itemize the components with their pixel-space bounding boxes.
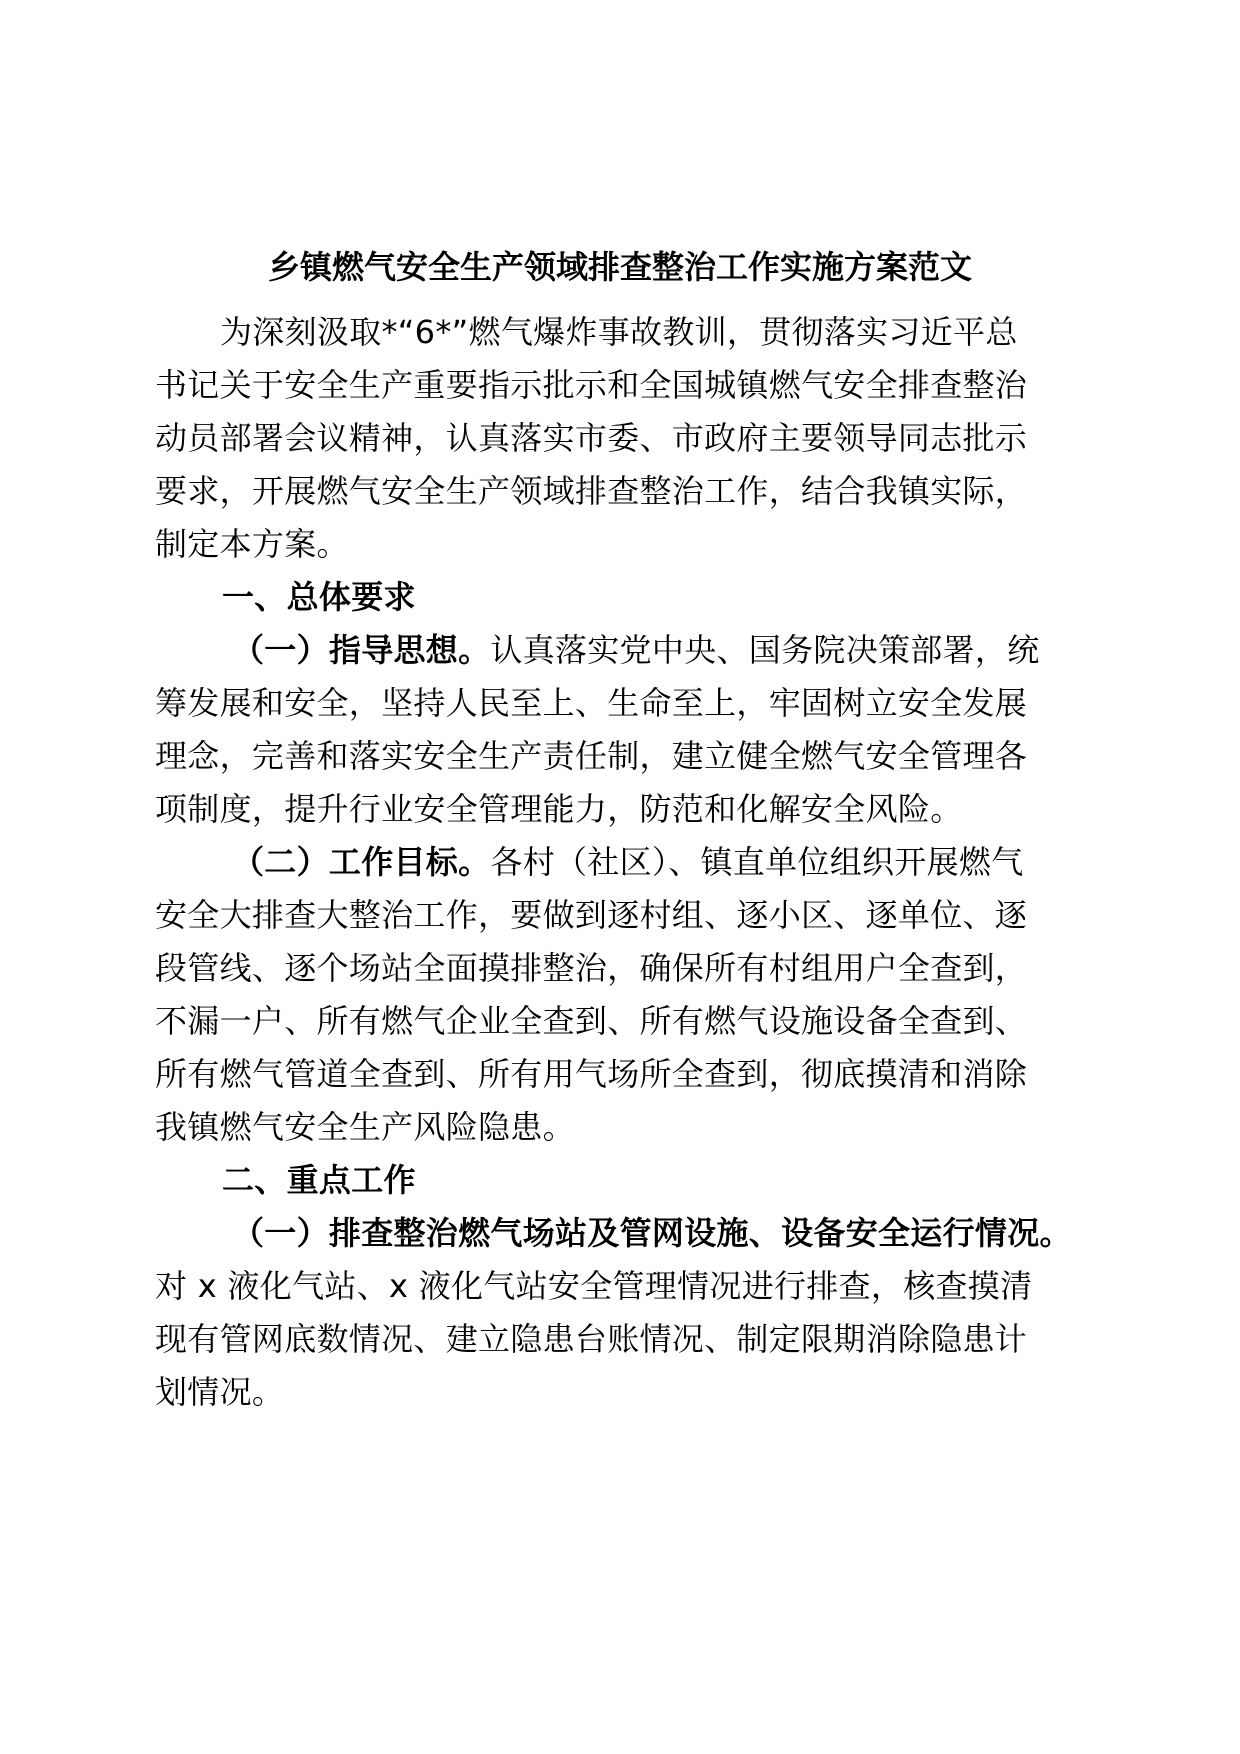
section-1-item-1-line-3: 理念，完善和落实安全生产责任制，建立健全燃气安全管理各 [155,737,1028,775]
section-1-item-1-label: （一）指导思想。 [232,631,491,669]
intro-line-2: 书记关于安全生产重要指示批示和全国城镇燃气安全排查整治 [155,366,1028,404]
section-1-item-1-text: 认真落实党中央、国务院决策部署，统 [490,631,1040,669]
intro-line-1: 为深刻汲取*“6*”燃气爆炸事故教训，贯彻落实习近平总 [220,313,1018,351]
section-1-item-1-line-4: 项制度，提升行业安全管理能力，防范和化解安全风险。 [155,790,963,828]
section-1-item-2-line-2: 安全大排查大整治工作，要做到逐村组、逐小区、逐单位、逐 [155,896,1028,934]
intro-line-4: 要求，开展燃气安全生产领域排查整治工作，结合我镇实际， [155,472,1028,510]
section-2-item-1-line-4: 划情况。 [155,1373,285,1411]
section-1-item-2-line-5: 所有燃气管道全查到、所有用气场所全查到，彻底摸清和消除 [155,1055,1028,1093]
intro-line-3: 动员部署会议精神，认真落实市委、市政府主要领导同志批示 [155,419,1028,457]
section-2-heading: 二、重点工作 [222,1161,416,1199]
intro-line-5: 制定本方案。 [155,525,349,563]
section-1-item-2-first-line [232,838,1142,886]
section-1-item-2-line-6: 我镇燃气安全生产风险隐患。 [155,1108,575,1146]
section-2-item-1-line-2: 对 x 液化气站、x 液化气站安全管理情况进行排查，核查摸清 [155,1267,1033,1305]
section-1-item-2-line-4: 不漏一户、所有燃气企业全查到、所有燃气设施设备全查到、 [155,1002,1028,1040]
section-1-item-1-first-line [232,626,1142,674]
section-2-item-1-label: （一）排查整治燃气场站及管网设施、设备安全运行情况。 [232,1214,1072,1252]
section-2-item-1-line-3: 现有管网底数情况、建立隐患台账情况、制定限期消除隐患计 [155,1320,1028,1358]
section-1-item-2-text: 各村（社区）、镇直单位组织开展燃气 [490,843,1024,881]
section-1-heading: 一、总体要求 [222,578,416,616]
section-1-item-1-line-2: 筹发展和安全，坚持人民至上、生命至上，牢固树立安全发展 [155,684,1028,722]
section-1-item-2-label: （二）工作目标。 [232,843,491,881]
section-1-item-2-line-3: 段管线、逐个场站全面摸排整治，确保所有村组用户全查到， [155,949,1028,987]
document-title: 乡镇燃气安全生产领域排查整治工作实施方案范文 [267,248,972,286]
